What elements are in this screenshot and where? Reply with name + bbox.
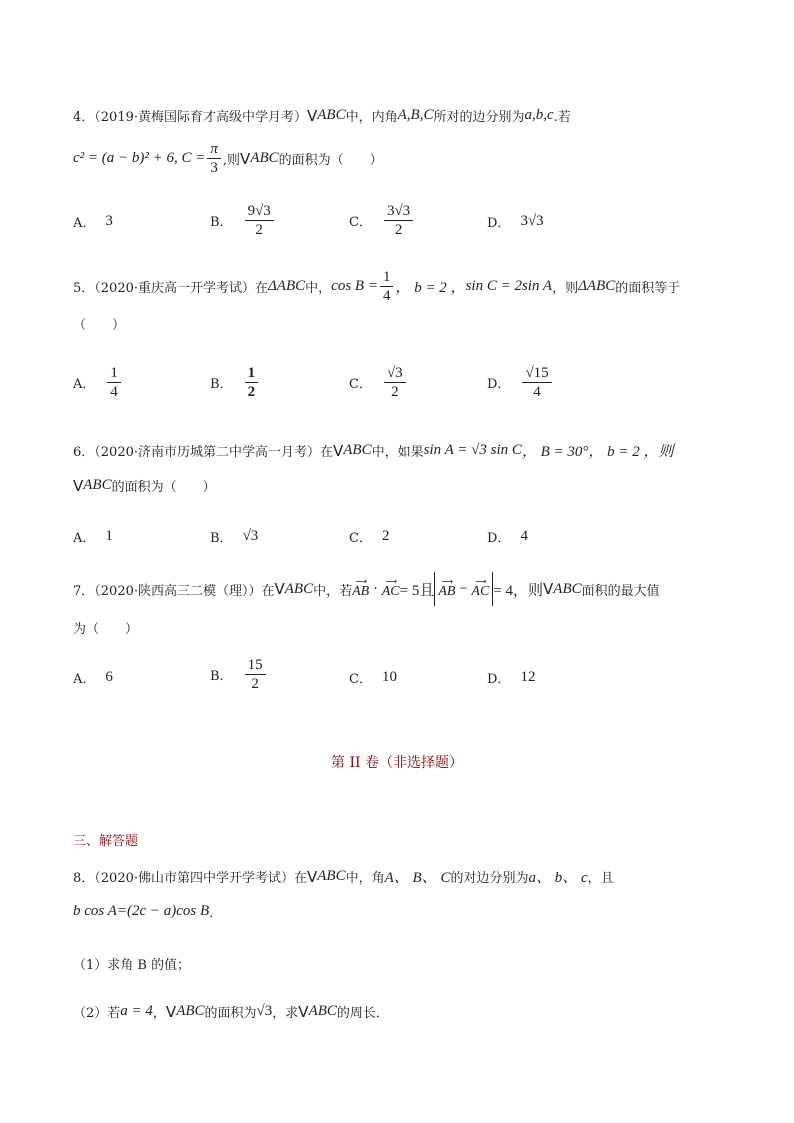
dot-operator: ·: [369, 580, 382, 597]
q7-abc: ABC: [284, 580, 314, 597]
q8-mid1: 中，角: [345, 871, 385, 886]
q5-option-d[interactable]: [487, 364, 554, 401]
q6-mid1: 中，如果: [371, 445, 424, 460]
vector-name: AC: [471, 584, 490, 599]
q5-option-c[interactable]: [349, 364, 408, 401]
q6-abc2: ABC: [83, 477, 112, 493]
vector-ac: [382, 579, 400, 599]
option-label: C．: [349, 672, 372, 687]
q7-magnitude: [434, 572, 493, 606]
q6-line1: [73, 440, 674, 461]
q7-option-b[interactable]: [210, 656, 268, 693]
q8-part2-d: ，求: [272, 1006, 299, 1021]
fraction-numerator: 1: [245, 364, 259, 383]
q4-pi: π: [207, 140, 221, 159]
q8-mid2: 的对边分别为: [450, 871, 529, 886]
triangle-symbol: V: [240, 149, 251, 168]
q4-three: 3: [210, 160, 218, 176]
fraction-denominator: 4: [533, 384, 541, 400]
q8-abc: ABC: [317, 868, 346, 884]
q6-option-b[interactable]: [210, 527, 258, 546]
q8-part2-eq: a = 4: [120, 1003, 153, 1019]
fraction-numerator: 1: [107, 364, 121, 383]
volume-title: 第 II 卷（非选择题）: [331, 755, 463, 771]
option-value: 1: [105, 528, 113, 544]
option-label: A．: [73, 377, 96, 392]
triangle-symbol: V: [543, 580, 554, 598]
option-label: D．: [487, 216, 511, 231]
q4-line1: [73, 106, 571, 125]
q7-dot-eq: = 5且: [399, 582, 435, 599]
q7-option-a[interactable]: [73, 668, 113, 687]
vector-arrow-icon: ⟶: [441, 577, 453, 586]
q6-abc: ABC: [343, 442, 372, 458]
q4-option-d[interactable]: [487, 212, 544, 231]
option-fraction: [384, 364, 406, 401]
option-label: B．: [210, 377, 233, 392]
q7-tail: 面积的最大值: [581, 583, 660, 599]
option-label: B．: [210, 531, 233, 546]
q7-line1: [73, 572, 660, 606]
q5-delta-abc2: ΔABC: [578, 278, 616, 294]
q4-equation: c² = (a − b)² + 6, C =: [73, 150, 206, 166]
q8-part2-a: （2）若: [73, 1006, 121, 1021]
q8-sides: a、 b、 c: [528, 870, 588, 886]
vector-ab: [438, 579, 455, 599]
q5-sin-eq: sin C = 2sin A: [465, 278, 553, 294]
q5-option-a[interactable]: [73, 364, 123, 401]
q8-part1: （1）求角 B 的值；: [73, 958, 191, 973]
q5-prefix: 5．（2020·重庆高一开学考试）在: [73, 281, 268, 296]
vector-ac: [471, 579, 489, 599]
q8-part2-sqrt: √3: [256, 1003, 273, 1019]
option-label: B．: [210, 215, 233, 230]
option-fraction: [384, 202, 413, 239]
vector-name: AC: [381, 584, 400, 599]
q4-option-a[interactable]: [73, 212, 113, 231]
option-fraction: [107, 364, 121, 401]
q7-abc2: ABC: [553, 580, 582, 597]
q6-eq1: sin A = √3 sin C: [423, 442, 522, 458]
fraction-denominator: 4: [110, 384, 118, 400]
triangle-symbol: V: [73, 476, 84, 495]
q4-prefix: 4．（2019·黄梅国际育才高级中学月考）: [73, 110, 307, 125]
option-fraction: [245, 202, 274, 239]
triangle-symbol: V: [307, 867, 318, 886]
q4-mid2: 所对的边分别为: [433, 110, 525, 125]
triangle-symbol: V: [298, 1002, 309, 1021]
option-value: 4: [520, 528, 528, 544]
option-label: D．: [487, 531, 511, 546]
q4-mid: 中，内角: [345, 110, 398, 125]
q7-mid1: 中，若: [313, 583, 353, 599]
q6-line2: [73, 476, 216, 495]
option-label: D．: [487, 672, 511, 687]
fraction-numerator: √3: [384, 364, 406, 383]
q7-prefix: 7．（2020·陕西高三二模（理））在: [73, 583, 275, 599]
q5-tail: 的面积等于: [615, 281, 681, 296]
option-fraction: [245, 656, 266, 693]
q8-angles: A、 B、 C: [384, 870, 451, 886]
q5-delta-abc: ΔABC: [268, 278, 306, 294]
q4-line2: [73, 140, 383, 177]
option-value: 3: [105, 213, 113, 229]
q8-abc3: ABC: [308, 1003, 337, 1019]
q8-part2-e: 的周长．: [336, 1006, 389, 1021]
q7-line2: 为（ ）: [73, 622, 139, 637]
q5-paren: （ ）: [73, 318, 126, 333]
option-label: A．: [73, 531, 96, 546]
option-label: A．: [73, 216, 96, 231]
fraction-numerator: 9√3: [245, 202, 274, 221]
q8-prefix: 8．（2020·佛山市第四中学开学考试）在: [73, 871, 307, 886]
option-value: 12: [520, 669, 536, 685]
vector-ab: [352, 579, 369, 599]
q5-cosb: cos B =: [331, 278, 378, 294]
q8-eq-end: ．: [209, 906, 223, 921]
q6-eq2: ， B = 30°， b = 2 ，则: [521, 444, 674, 460]
q5-line1: [73, 268, 680, 305]
q7-option-d[interactable]: [487, 668, 535, 687]
vector-arrow-icon: ⟶: [475, 577, 486, 586]
q4-option-b[interactable]: [210, 202, 276, 239]
option-value: 2: [381, 528, 390, 544]
q6-option-c[interactable]: [349, 527, 389, 546]
q5-option-b[interactable]: [210, 364, 260, 401]
q8-part2-c: 的面积为: [204, 1006, 257, 1021]
q5-b-eq: ， b = 2 ，: [395, 280, 466, 296]
minus-operator: −: [455, 580, 472, 597]
fraction-denominator: 4: [382, 288, 391, 304]
q6-line2-text: 的面积为（ ）: [111, 480, 216, 495]
option-value: 6: [105, 669, 113, 685]
q5-mid1: 中，: [305, 281, 332, 296]
q4-tail: 的面积为（ ）: [278, 153, 383, 168]
fraction-denominator: 2: [394, 222, 403, 238]
option-label: B．: [210, 669, 233, 684]
q5-quarter: [380, 268, 394, 305]
q8-part2-b: ，: [152, 1006, 166, 1021]
option-label: C．: [349, 215, 372, 230]
q8-end1: ，且: [587, 871, 614, 886]
q4-vars-lower: a,b,c: [524, 107, 554, 123]
option-label: A．: [73, 672, 96, 687]
option-value: √3: [242, 528, 259, 544]
fraction-denominator: 2: [391, 384, 399, 400]
triangle-symbol: V: [333, 441, 344, 460]
q4-abc: ABC: [317, 107, 346, 123]
option-fraction: [245, 364, 259, 401]
vector-name: AB: [352, 584, 370, 599]
q4-end: .若: [553, 110, 571, 125]
fraction-denominator: 2: [255, 222, 263, 238]
q6-option-d[interactable]: [487, 527, 528, 546]
q4-vars-upper: A,B,C: [397, 107, 434, 123]
q8-abc2: ABC: [176, 1003, 205, 1019]
q6-option-a[interactable]: [73, 527, 113, 546]
triangle-symbol: V: [274, 580, 285, 598]
q8-line2: [73, 902, 222, 921]
q8-equation: b cos A=(2c − a)cos B: [73, 903, 210, 919]
fraction-denominator: 2: [251, 676, 259, 692]
vector-arrow-icon: ⟶: [385, 577, 396, 586]
triangle-symbol: V: [165, 1002, 177, 1021]
q7-eq4: = 4，则: [493, 582, 544, 599]
q5-mid2: ，则: [552, 281, 579, 296]
vector-name: AB: [438, 584, 456, 599]
vector-arrow-icon: ⟶: [355, 577, 366, 586]
section-title: 三、解答题: [73, 834, 139, 849]
fraction-numerator: √15: [522, 364, 551, 383]
option-label: C．: [349, 531, 372, 546]
fraction-numerator: 15: [245, 656, 266, 675]
fraction-numerator: 1: [380, 268, 394, 287]
option-label: D．: [487, 377, 511, 392]
q8-part2: [73, 1002, 389, 1021]
option-fraction: [522, 364, 551, 401]
q8-line1: [73, 866, 614, 887]
option-label: C．: [349, 377, 372, 392]
q6-prefix: 6．（2020·济南市历城第二中学高一月考）在: [73, 445, 333, 460]
q7-option-c[interactable]: [349, 668, 397, 687]
q4-option-c[interactable]: [349, 202, 415, 239]
triangle-symbol: V: [307, 106, 318, 125]
fraction-numerator: 3√3: [384, 202, 413, 221]
q4-abc2: ABC: [250, 150, 279, 166]
q4-line2-end: ,则: [222, 153, 241, 168]
option-value: 10: [381, 669, 397, 685]
fraction-denominator: 2: [247, 384, 256, 400]
q4-pi-fraction: [207, 140, 221, 177]
option-value: 3√3: [520, 213, 544, 229]
